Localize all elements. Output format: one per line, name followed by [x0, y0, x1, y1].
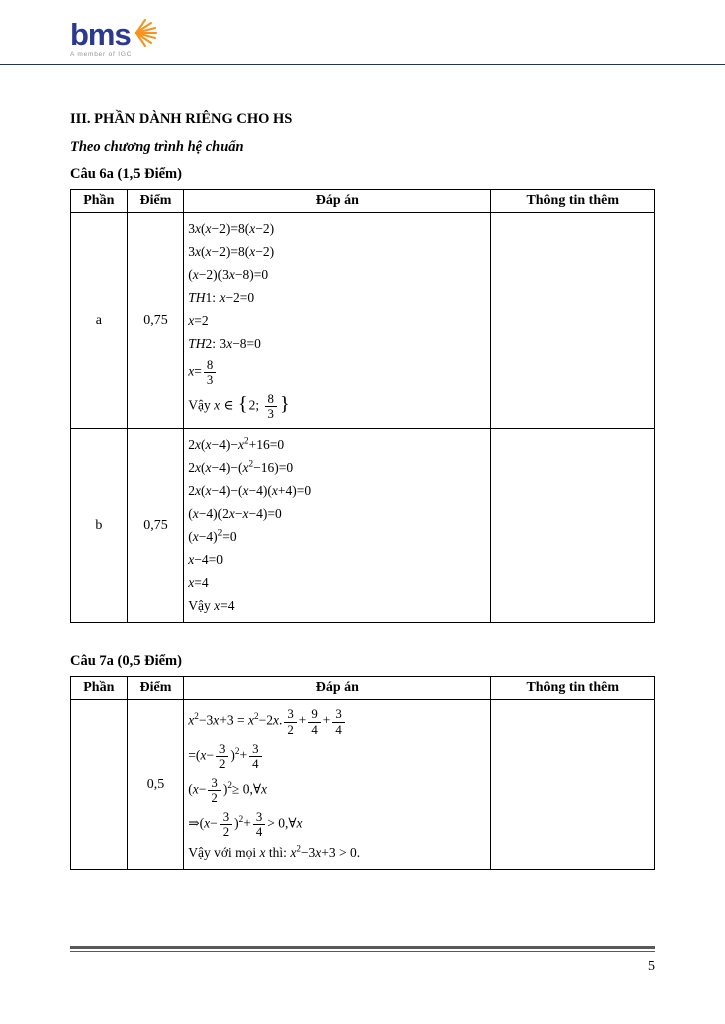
notes-cell: [491, 213, 655, 429]
math-expression: 3x(x−2)=8(x−2): [188, 221, 275, 236]
math-line: [188, 528, 486, 546]
footer-rule-thick: [70, 946, 655, 949]
logo-row: [70, 17, 655, 52]
math-line: [188, 243, 486, 261]
sunburst-icon: [132, 17, 158, 49]
question-7a-heading: Câu 7a (0,5 Điểm): [70, 653, 182, 670]
bms-logo-subtext: A member of IGC: [70, 51, 133, 58]
math-line: [188, 574, 486, 592]
table-row: [71, 213, 655, 429]
math-expression: Vậy với mọi x thì: $x^2-3x+3 > 0$.: [188, 843, 361, 861]
question-7a-table: [70, 676, 655, 870]
page-content: [0, 111, 725, 870]
question-6a-heading: Câu 6a (1,5 Điểm): [70, 166, 182, 182]
math-expression: $x^2-3x+3 = x^2-2x$. $\frac{3}{2}$ + $\frac{9}{4}$ + $\frac{3}{4}$: [188, 707, 347, 736]
math-expression: $2x(x-4)-(x^2-16)=0$: [188, 458, 294, 476]
math-line: [188, 707, 486, 736]
math-expression: x=2: [188, 313, 209, 328]
math-expression: (x−4)(2x−x−4)=0: [188, 506, 282, 522]
bms-logo-text: bms: [70, 17, 131, 52]
math-line: [188, 436, 486, 454]
column-header: Điểm: [127, 190, 184, 213]
math-line: [188, 482, 486, 500]
column-header: Thông tin thêm: [491, 677, 655, 700]
answer-table: [70, 676, 655, 870]
math-expression: $(x-4)^2=0$: [188, 527, 237, 545]
answer-table: [70, 189, 655, 623]
table-header-row: [71, 677, 655, 700]
column-header: Phần: [71, 190, 128, 213]
math-expression: x−4=0: [188, 552, 224, 568]
math-line: [188, 776, 486, 805]
table-row: [71, 429, 655, 623]
math-expression: Vậy x=4: [188, 598, 235, 614]
answer-cell: [184, 429, 491, 623]
page-footer: [70, 946, 655, 975]
math-line: [188, 220, 486, 238]
question-6a-table: [70, 189, 655, 623]
part-cell: a: [71, 213, 128, 429]
math-line: [188, 551, 486, 569]
math-expression: x= $\frac{8}{3}$: [188, 358, 218, 387]
math-expression: x=4: [188, 575, 209, 591]
score-cell: 0,75: [127, 429, 184, 623]
math-line: [188, 289, 486, 307]
math-line: [188, 810, 486, 839]
math-line: [188, 335, 486, 353]
math-expression: ⇒(x− $\frac{3}{2}$ )$^2$+ $\frac{3}{4}$ > 0,∀x: [188, 810, 303, 840]
notes-cell: [491, 429, 655, 623]
part-cell: b: [71, 429, 128, 623]
score-cell: 0,5: [127, 700, 184, 870]
notes-cell: [491, 700, 655, 870]
math-expression: 3x(x−2)=8(x−2): [188, 244, 275, 259]
table-header-row: [71, 190, 655, 213]
math-line: [188, 459, 486, 477]
math-expression: TH1: x−2=0: [188, 290, 255, 305]
page-header: [0, 0, 725, 65]
math-line: [188, 358, 486, 387]
math-line: [188, 844, 486, 862]
math-line: [188, 312, 486, 330]
column-header: Đáp án: [184, 190, 491, 213]
answer-cell: [184, 213, 491, 429]
math-expression: (x− $\frac{3}{2}$ )$^2$≥ 0,∀x: [188, 775, 267, 805]
math-line: [188, 266, 486, 284]
page-number: 5: [648, 959, 655, 974]
math-expression: (x−2)(3x−8)=0: [188, 267, 269, 282]
table-row: [71, 700, 655, 870]
section-heading: III. PHẦN DÀNH RIÊNG CHO HS: [70, 111, 293, 127]
column-header: Phần: [71, 677, 128, 700]
column-header: Điểm: [127, 677, 184, 700]
math-expression: Vậy x ∈ {2; $\frac{8}{3}$ }: [188, 392, 290, 422]
math-expression: =(x− $\frac{3}{2}$ )$^2$+ $\frac{3}{4}$: [188, 742, 263, 771]
program-heading: Theo chương trình hệ chuẩn: [70, 139, 244, 155]
math-expression: TH2: 3x−8=0: [188, 336, 261, 351]
math-expression: $2x(x-4)-x^2+16=0$: [188, 435, 285, 453]
footer-rule-thin: [70, 951, 655, 952]
column-header: Đáp án: [184, 677, 491, 700]
math-line: [188, 392, 486, 421]
column-header: Thông tin thêm: [491, 190, 655, 213]
part-cell: [71, 700, 128, 870]
bms-logo: [70, 17, 655, 58]
math-expression: 2x(x−4)−(x−4)(x+4)=0: [188, 483, 312, 499]
math-line: [188, 505, 486, 523]
score-cell: 0,75: [127, 213, 184, 429]
math-line: [188, 597, 486, 615]
math-line: [188, 742, 486, 771]
answer-cell: [184, 700, 491, 870]
